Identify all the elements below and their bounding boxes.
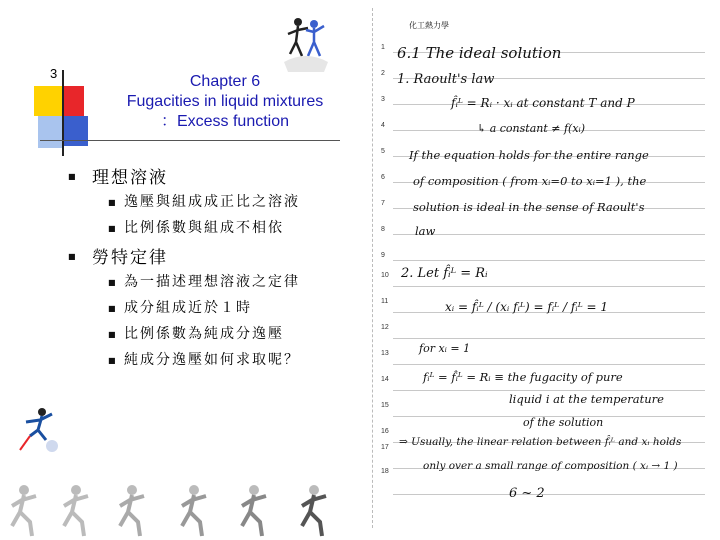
title-line-3: ：Excess function (160, 113, 290, 130)
title-line-1: Chapter 6 (189, 73, 261, 90)
bullet-ideal-solution: 理想溶液 (92, 168, 168, 188)
handwriting-line: fᵢᴸ = f̂ᵢᴸ = Rᵢ ≡ the fugacity of pure (423, 370, 623, 384)
handwriting-line: of composition ( from xᵢ=0 to xᵢ=1 ), the (413, 174, 647, 188)
page-footer-number: 6 ~ 2 (509, 486, 545, 501)
handwriting-line: only over a small range of composition ( xᵢ → 1 ) (423, 460, 678, 472)
handwriting-line: If the equation holds for the entire range (409, 148, 649, 162)
bullet-marker: ■ (108, 304, 116, 313)
climber-clipart (12, 406, 62, 462)
decor-yellow-block (34, 86, 64, 116)
bullet-marker: ■ (108, 224, 116, 233)
handwriting-line: 1. Raoult's law (397, 72, 495, 87)
handwriting-line: 2. Let f̂ᵢᴸ = Rᵢ (401, 266, 488, 281)
sub-bullet: 比例係數與組成不相依 (124, 220, 284, 236)
bullet-marker: ■ (68, 252, 76, 261)
handwriting-line: f̂ᵢᴸ = Rᵢ · xᵢ at constant T and P (451, 96, 635, 110)
notebook-header: 化工熱力學 (409, 21, 449, 30)
slide-title (100, 72, 350, 132)
handwriting-line: 6.1 The ideal solution (397, 44, 562, 62)
figures-clipart (278, 12, 334, 76)
handwriting-line: solution is ideal in the sense of Raoult's (413, 200, 645, 214)
sub-bullet: 為一描述理想溶液之定律 (124, 274, 300, 290)
handwriting-line: of the solution (523, 416, 604, 429)
decor-blue-block (62, 116, 88, 146)
title-line-2: Fugacities in liquid mixtures (126, 93, 324, 110)
sub-bullet: 逸壓與組成成正比之溶液 (124, 194, 300, 210)
handwriting-line: ⇒ Usually, the linear relation between f̂ᵢᴸ and xᵢ holds (399, 436, 682, 448)
handwriting-line: ↳ a constant ≠ f(xᵢ) (477, 122, 586, 135)
decor-vertical-rule (62, 70, 64, 156)
running-figures-row (0, 484, 350, 540)
handwriting-line: xᵢ = f̂ᵢᴸ / (xᵢ fᵢᴸ) = fᵢᴸ / fᵢᴸ = 1 (445, 300, 609, 314)
sub-bullet: 純成分逸壓如何求取呢？ (124, 352, 300, 368)
bullet-marker: ■ (108, 330, 116, 339)
notebook-page: 化工熱力學 1 2 3 4 5 6 7 8 9 10 11 12 13 14 15 16 17 18 6.1 The ideal solution 1. Raoult's law f̂ᵢᴸ = Rᵢ · xᵢ at constant T and P ↳ a constant ≠ f(xᵢ) If the equation holds for the entire range of composition ( from xᵢ=0 to xᵢ=1 ), the solution is ideal in the sense of Raoult's law 2. Let f̂ᵢᴸ = Rᵢ xᵢ = f̂ᵢᴸ / (xᵢ fᵢᴸ) = fᵢᴸ / fᵢᴸ = 1 for xᵢ = 1 fᵢᴸ = f̂ᵢᴸ = Rᵢ ≡ the fugacity of pure liquid i at the temperature of the solution ⇒ Usually, the linear relation between f̂ᵢᴸ and xᵢ holds only over a small range of composition ( xᵢ → 1 ) 6 ~ 2 (372, 8, 713, 528)
bullet-raoults-law: 勞特定律 (92, 248, 168, 268)
slide-number: 3 (50, 66, 58, 81)
sub-bullet: 成分組成近於１時 (124, 300, 252, 316)
bullet-marker: ■ (68, 172, 76, 181)
bullet-marker: ■ (108, 198, 116, 207)
title-divider (40, 140, 340, 141)
handwriting-line: liquid i at the temperature (509, 392, 664, 406)
decor-lightblue-block (38, 116, 64, 148)
decor-red-block (62, 86, 84, 116)
bullet-marker: ■ (108, 278, 116, 287)
bullet-marker: ■ (108, 356, 116, 365)
handwriting-line: law (415, 224, 436, 238)
sub-bullet: 比例係數為純成分逸壓 (124, 326, 284, 342)
handwriting-line: for xᵢ = 1 (419, 342, 471, 355)
